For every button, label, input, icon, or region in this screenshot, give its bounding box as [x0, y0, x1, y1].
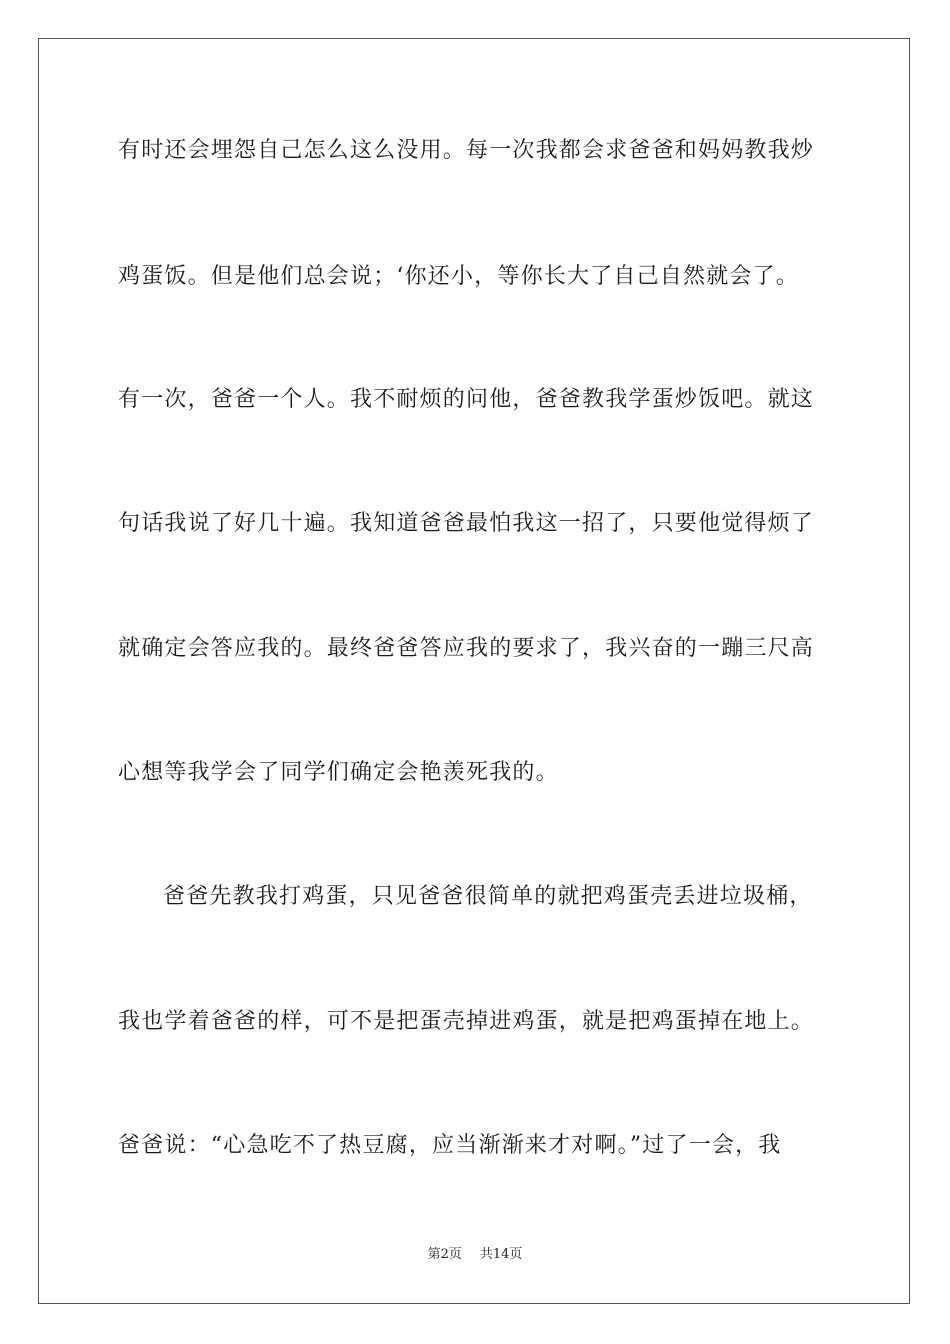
- page-number: 第2页: [427, 1247, 462, 1262]
- body-text-line-2: 鸡蛋饭。但是他们总会说；‘你还小，等你长大了自己自然就会了。: [118, 264, 799, 289]
- body-text-line-6: 心想等我学会了同学们确定会艳羡死我的。: [118, 760, 559, 785]
- body-text-line-1: 有时还会埋怨自己怎么这么没用。每一次我都会求爸爸和妈妈教我炒: [118, 138, 815, 163]
- page-border: [38, 38, 910, 1304]
- body-text-line-7-paragraph-start: 爸爸先教我打鸡蛋，只见爸爸很简单的就把鸡蛋壳丢进垃圾桶，: [163, 884, 813, 909]
- body-text-line-4: 句话我说了好几十遍。我知道爸爸最怕我这一招了，只要他觉得烦了: [118, 511, 815, 536]
- body-text-line-8: 我也学着爸爸的样，可不是把蛋壳掉进鸡蛋，就是把鸡蛋掉在地上。: [118, 1009, 815, 1034]
- page-footer: [0, 1246, 950, 1264]
- total-pages: 共14页: [479, 1247, 523, 1262]
- body-text-line-9: 爸爸说：“心急吃不了热豆腐，应当渐渐来才对啊。”过了一会，我: [118, 1133, 782, 1158]
- body-text-line-5: 就确定会答应我的。最终爸爸答应我的要求了，我兴奋的一蹦三尺高: [118, 636, 815, 661]
- body-text-line-3: 有一次，爸爸一个人。我不耐烦的问他，爸爸教我学蛋炒饭吧。就这: [118, 387, 815, 412]
